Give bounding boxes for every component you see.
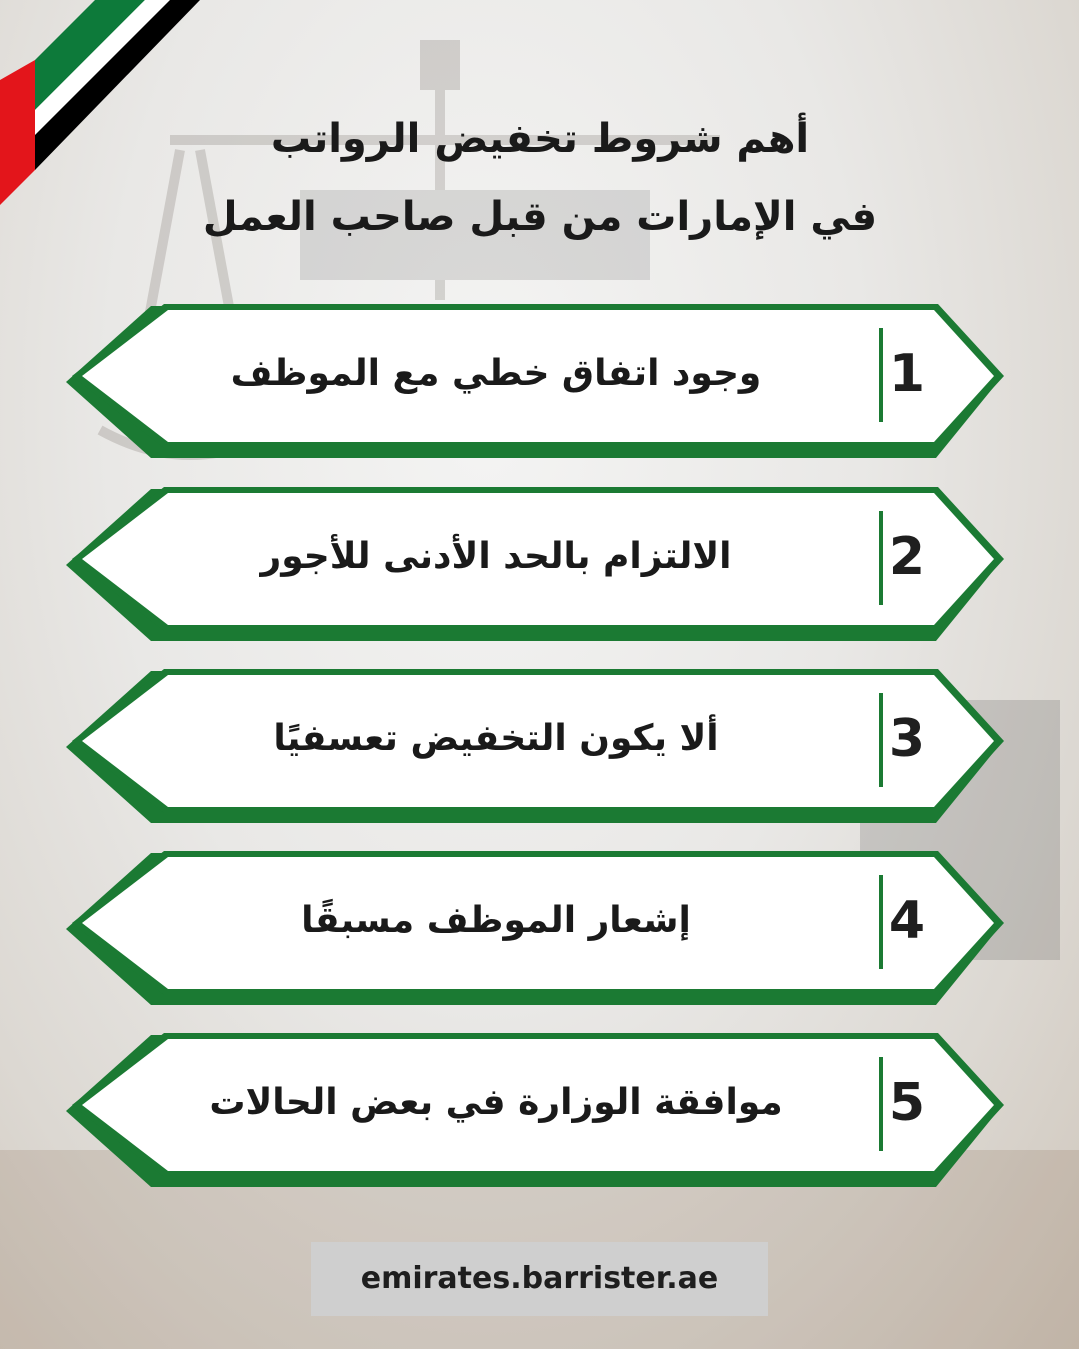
- item-5-text: موافقة الوزارة في بعض الحالات: [209, 1082, 783, 1123]
- item-2-text: الالتزام بالحد الأدنى للأجور: [260, 536, 732, 577]
- condition-item-3: [56, 663, 1011, 829]
- condition-item-2: [56, 481, 1011, 647]
- condition-item-1: [56, 298, 1011, 464]
- condition-item-5: [56, 1027, 1011, 1193]
- item-5-number: 5: [888, 1073, 926, 1133]
- website-url[interactable]: emirates.barrister.ae: [311, 1242, 768, 1316]
- item-3-number: 3: [888, 709, 926, 769]
- item-1-text: وجود اتفاق خطي مع الموظف: [230, 353, 762, 394]
- title-line-1: أهم شروط تخفيض الرواتب: [270, 116, 810, 162]
- item-1-number: 1: [888, 344, 926, 404]
- page-title: [120, 100, 960, 256]
- item-4-text: إشعار الموظف مسبقًا: [301, 900, 691, 941]
- title-line-2: في الإمارات من قبل صاحب العمل: [202, 194, 878, 240]
- item-3-text: ألا يكون التخفيض تعسفيًا: [273, 718, 719, 759]
- condition-item-4: [56, 845, 1011, 1011]
- item-2-number: 2: [888, 527, 926, 587]
- item-4-number: 4: [888, 891, 926, 951]
